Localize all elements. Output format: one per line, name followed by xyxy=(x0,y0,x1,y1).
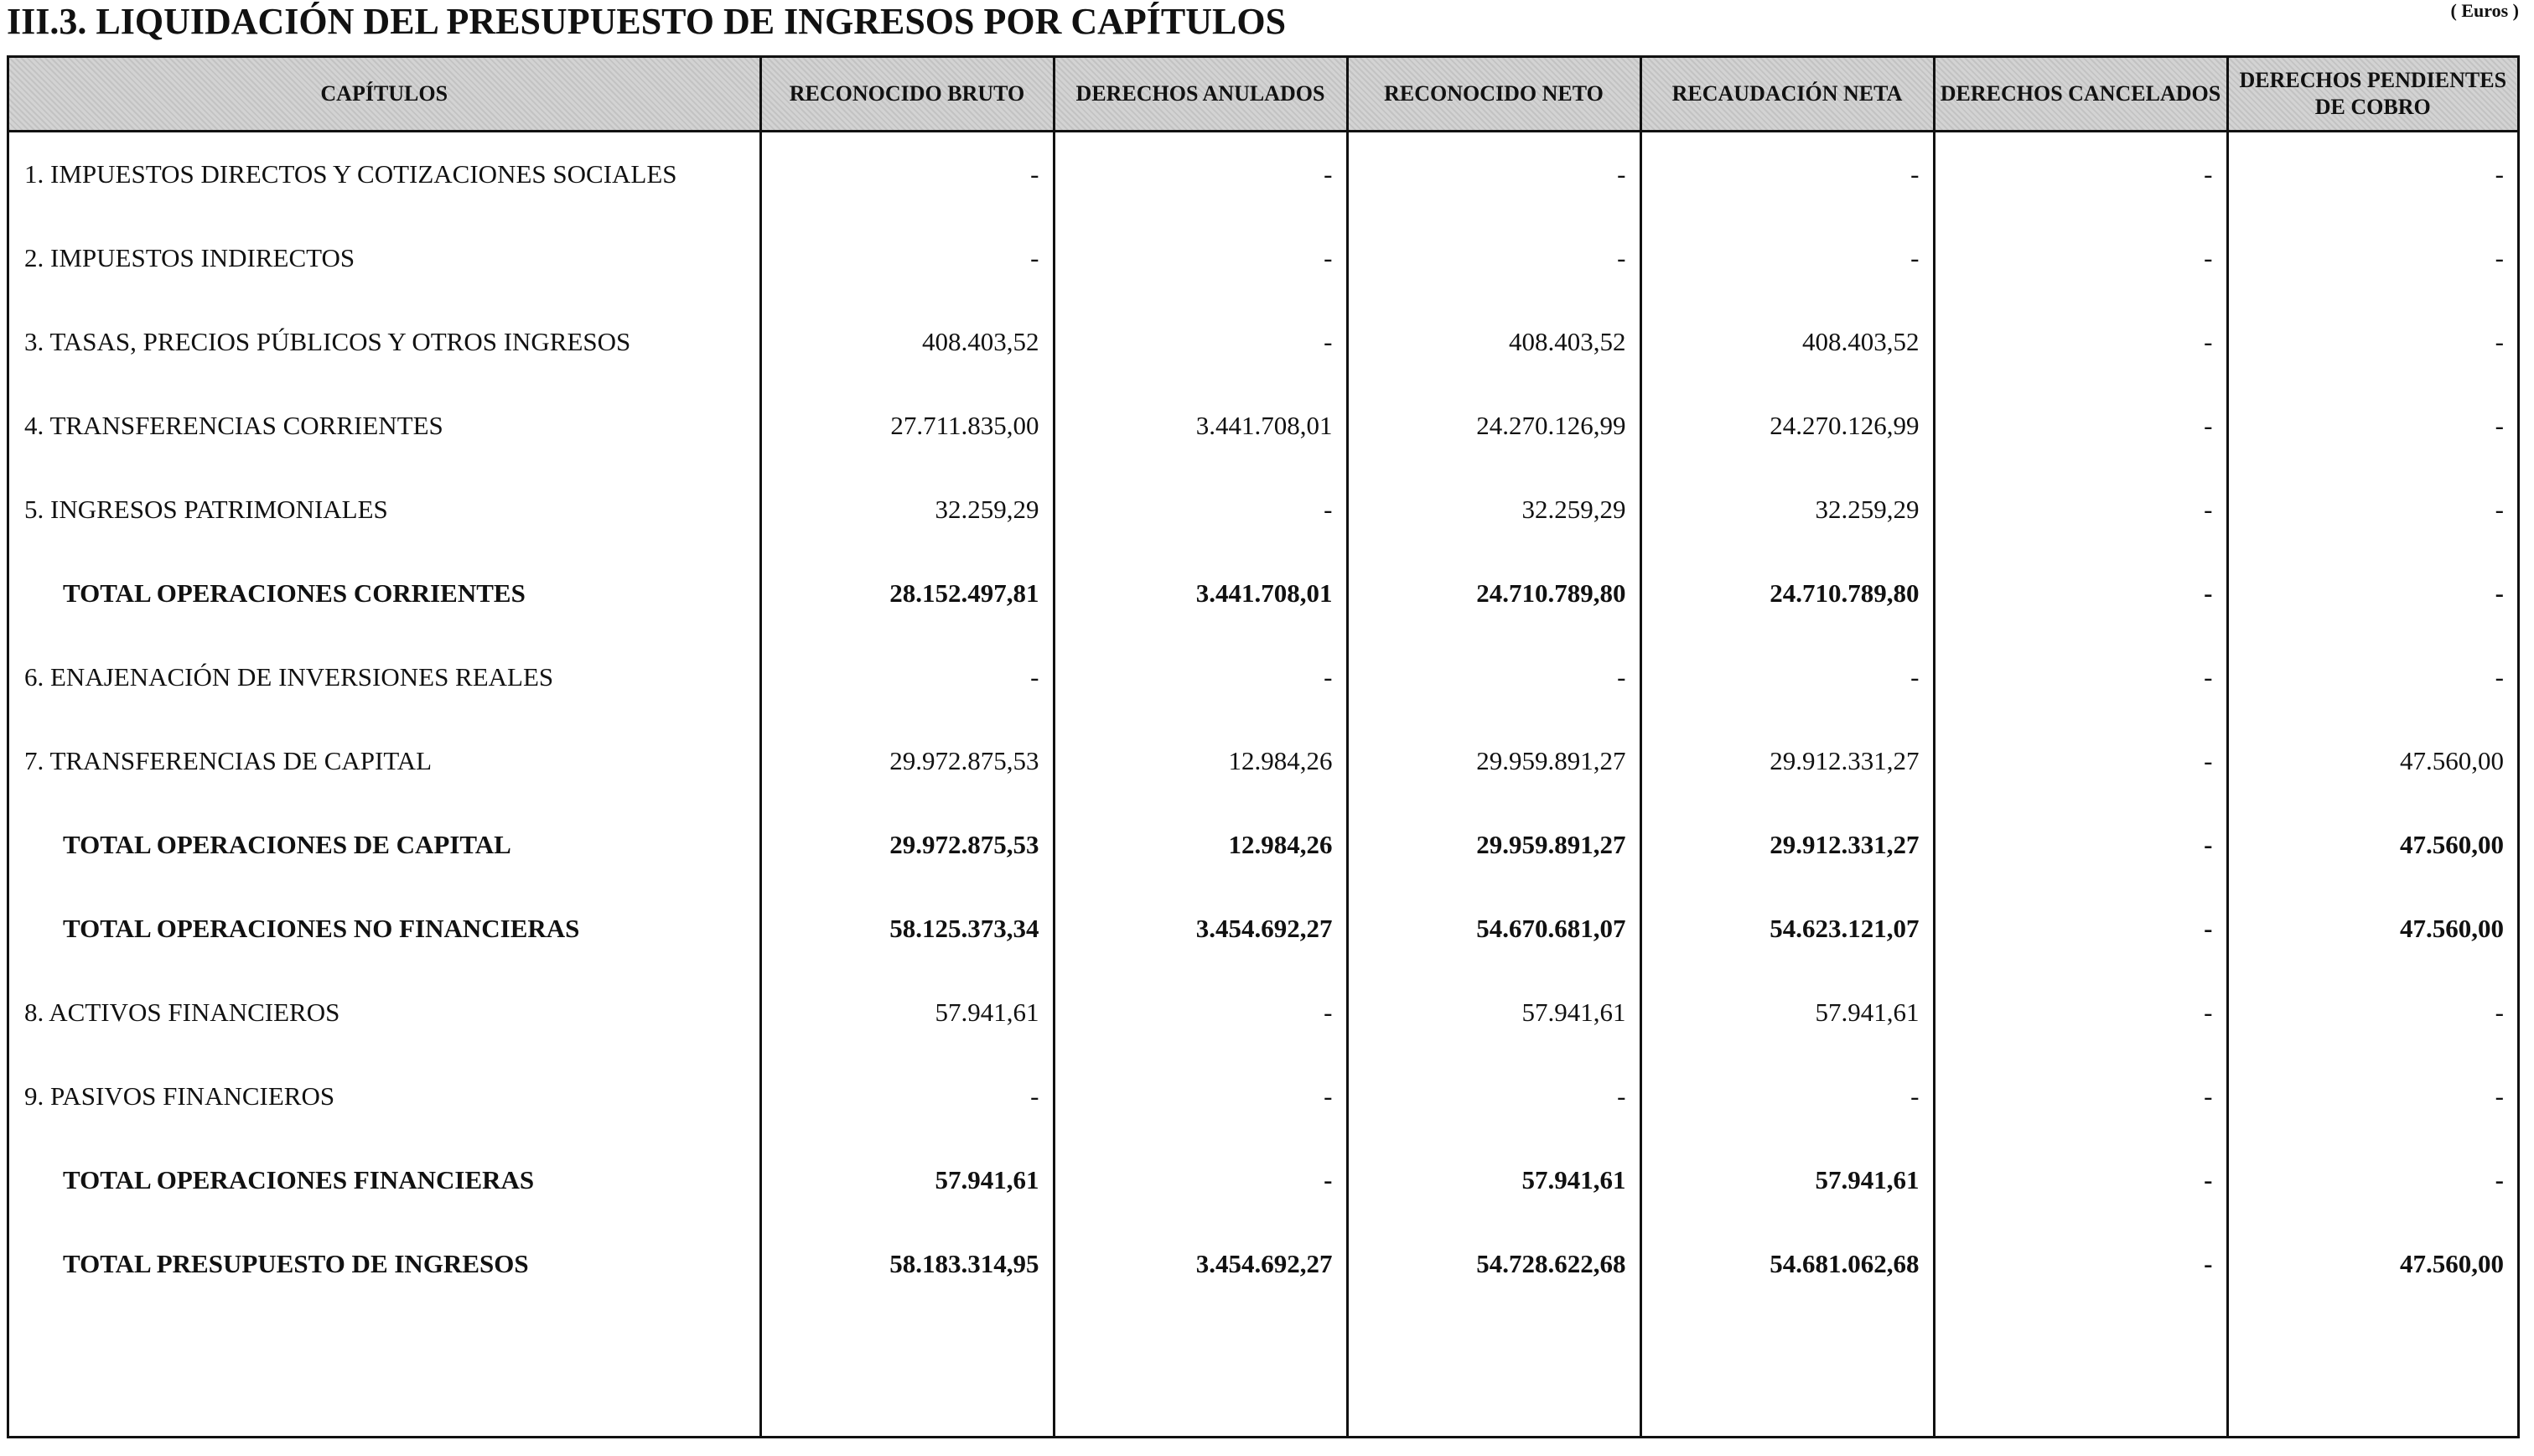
cell-derechos-pendientes: 47.560,00 xyxy=(2400,746,2504,775)
cell-recaudacion-neta: - xyxy=(1640,635,1934,719)
cell-reconocido-bruto: 29.972.875,53 xyxy=(760,803,1054,887)
cell-derechos-pendientes: 47.560,00 xyxy=(2400,1249,2504,1278)
row-label: 2. IMPUESTOS INDIRECTOS xyxy=(9,216,760,300)
empty-cell xyxy=(1934,1306,2227,1436)
cell-derechos-anulados: 12.984,26 xyxy=(1054,719,1347,803)
cell-reconocido-bruto: 28.152.497,81 xyxy=(760,552,1054,635)
cell-reconocido-neto: 408.403,52 xyxy=(1347,300,1640,384)
cell-reconocido-bruto: - xyxy=(760,216,1054,300)
cell-recaudacion-neta: 24.270.126,99 xyxy=(1640,384,1934,468)
cell-recaudacion-neta: 57.941,61 xyxy=(1640,1138,1934,1222)
cell-derechos-anulados: - xyxy=(1054,1138,1347,1222)
cell-reconocido-bruto: 27.711.835,00 xyxy=(760,384,1054,468)
cell-derechos-cancelados: - xyxy=(1934,468,2227,552)
empty-cell xyxy=(1054,1306,1347,1436)
table-row xyxy=(9,132,2517,217)
row-label: TOTAL OPERACIONES FINANCIERAS xyxy=(9,1138,760,1222)
total-row xyxy=(9,803,2517,887)
cell-derechos-cancelados: - xyxy=(1934,803,2227,887)
cell-derechos-pendientes: - xyxy=(2495,662,2504,692)
row-label: 3. TASAS, PRECIOS PÚBLICOS Y OTROS INGRESOS xyxy=(9,300,760,384)
cell-derechos-pendientes: 47.560,00 xyxy=(2400,914,2504,943)
cell-recaudacion-neta: - xyxy=(1640,216,1934,300)
page-title: III.3. LIQUIDACIÓN DEL PRESUPUESTO DE INGRESOS POR CAPÍTULOS xyxy=(7,1,1287,42)
table-row xyxy=(9,635,2517,719)
cell-derechos-cancelados: - xyxy=(1934,1138,2227,1222)
header-reconocido-neto: RECONOCIDO NETO xyxy=(1347,58,1640,132)
cell-reconocido-neto: 54.670.681,07 xyxy=(1347,887,1640,971)
empty-cell xyxy=(760,1306,1054,1436)
cell-reconocido-neto: 32.259,29 xyxy=(1347,468,1640,552)
cell-reconocido-neto: 54.728.622,68 xyxy=(1347,1222,1640,1306)
cell-derechos-pendientes: - xyxy=(2495,578,2504,608)
cell-derechos-pendientes: - xyxy=(2495,1081,2504,1111)
header-derechos-pendientes: DERECHOS PENDIENTES DE COBRO xyxy=(2227,58,2517,132)
cell-derechos-cancelados: - xyxy=(1934,552,2227,635)
table-row xyxy=(9,468,2517,552)
header-derechos-cancelados: DERECHOS CANCELADOS xyxy=(1934,58,2227,132)
cell-recaudacion-neta: 24.710.789,80 xyxy=(1640,552,1934,635)
row-label: TOTAL PRESUPUESTO DE INGRESOS xyxy=(9,1222,760,1306)
row-label: TOTAL OPERACIONES DE CAPITAL xyxy=(9,803,760,887)
header-capitulos: CAPÍTULOS xyxy=(9,58,760,132)
cell-derechos-cancelados: - xyxy=(1934,1054,2227,1138)
table-row xyxy=(9,300,2517,384)
cell-derechos-pendientes: - xyxy=(2495,495,2504,524)
cell-derechos-anulados: 3.441.708,01 xyxy=(1054,384,1347,468)
empty-cell xyxy=(9,1306,760,1436)
cell-recaudacion-neta: 408.403,52 xyxy=(1640,300,1934,384)
cell-reconocido-neto: - xyxy=(1347,635,1640,719)
cell-recaudacion-neta: 32.259,29 xyxy=(1640,468,1934,552)
row-label: 5. INGRESOS PATRIMONIALES xyxy=(9,468,760,552)
cell-derechos-anulados: 3.454.692,27 xyxy=(1054,1222,1347,1306)
cell-recaudacion-neta: 54.681.062,68 xyxy=(1640,1222,1934,1306)
cell-reconocido-neto: - xyxy=(1347,1054,1640,1138)
cell-derechos-cancelados: - xyxy=(1934,384,2227,468)
cell-derechos-anulados: - xyxy=(1054,300,1347,384)
cell-reconocido-bruto: 29.972.875,53 xyxy=(760,719,1054,803)
cell-derechos-anulados: - xyxy=(1054,1054,1347,1138)
cell-reconocido-neto: 24.710.789,80 xyxy=(1347,552,1640,635)
cell-reconocido-neto: 57.941,61 xyxy=(1347,1138,1640,1222)
header-recaudacion-neta: RECAUDACIÓN NETA xyxy=(1640,58,1934,132)
cell-derechos-anulados: - xyxy=(1054,635,1347,719)
table-row xyxy=(9,216,2517,300)
table-row xyxy=(9,1054,2517,1138)
cell-reconocido-neto: - xyxy=(1347,132,1640,217)
cell-derechos-anulados: 12.984,26 xyxy=(1054,803,1347,887)
table-row xyxy=(9,384,2517,468)
cell-reconocido-bruto: 57.941,61 xyxy=(760,1138,1054,1222)
cell-reconocido-neto: 24.270.126,99 xyxy=(1347,384,1640,468)
cell-derechos-anulados: - xyxy=(1054,132,1347,217)
cell-derechos-anulados: - xyxy=(1054,216,1347,300)
row-label: TOTAL OPERACIONES CORRIENTES xyxy=(9,552,760,635)
cell-derechos-cancelados: - xyxy=(1934,1222,2227,1306)
cell-reconocido-bruto: 32.259,29 xyxy=(760,468,1054,552)
row-label: 7. TRANSFERENCIAS DE CAPITAL xyxy=(9,719,760,803)
cell-reconocido-bruto: - xyxy=(760,132,1054,217)
cell-reconocido-neto: 29.959.891,27 xyxy=(1347,719,1640,803)
cell-derechos-pendientes: - xyxy=(2495,327,2504,356)
row-label: TOTAL OPERACIONES NO FINANCIERAS xyxy=(9,887,760,971)
cell-recaudacion-neta: 29.912.331,27 xyxy=(1640,719,1934,803)
cell-reconocido-bruto: - xyxy=(760,1054,1054,1138)
cell-derechos-cancelados: - xyxy=(1934,635,2227,719)
cell-derechos-cancelados: - xyxy=(1934,971,2227,1054)
cell-derechos-pendientes: 47.560,00 xyxy=(2400,830,2504,859)
empty-cell xyxy=(1347,1306,1640,1436)
cell-derechos-cancelados: - xyxy=(1934,887,2227,971)
cell-recaudacion-neta: 54.623.121,07 xyxy=(1640,887,1934,971)
total-row xyxy=(9,552,2517,635)
total-row xyxy=(9,1138,2517,1222)
row-label: 9. PASIVOS FINANCIEROS xyxy=(9,1054,760,1138)
cell-derechos-pendientes: - xyxy=(2495,411,2504,440)
cell-recaudacion-neta: 29.912.331,27 xyxy=(1640,803,1934,887)
budget-table-container xyxy=(7,55,2520,1438)
cell-derechos-pendientes: - xyxy=(2495,1165,2504,1194)
row-label: 8. ACTIVOS FINANCIEROS xyxy=(9,971,760,1054)
header-reconocido-bruto: RECONOCIDO BRUTO xyxy=(760,58,1054,132)
grand-total-row xyxy=(9,1222,2517,1306)
cell-derechos-anulados: 3.454.692,27 xyxy=(1054,887,1347,971)
cell-reconocido-bruto: 58.125.373,34 xyxy=(760,887,1054,971)
cell-derechos-anulados: - xyxy=(1054,971,1347,1054)
cell-reconocido-bruto: 58.183.314,95 xyxy=(760,1222,1054,1306)
empty-cell xyxy=(2227,1306,2517,1436)
cell-reconocido-neto: 57.941,61 xyxy=(1347,971,1640,1054)
empty-cell xyxy=(1640,1306,1934,1436)
units-label: ( Euros ) xyxy=(2450,0,2519,21)
cell-recaudacion-neta: - xyxy=(1640,132,1934,217)
cell-derechos-pendientes: - xyxy=(2495,159,2504,189)
table-row xyxy=(9,719,2517,803)
cell-reconocido-bruto: - xyxy=(760,635,1054,719)
cell-derechos-anulados: 3.441.708,01 xyxy=(1054,552,1347,635)
row-label: 6. ENAJENACIÓN DE INVERSIONES REALES xyxy=(9,635,760,719)
cell-reconocido-bruto: 408.403,52 xyxy=(760,300,1054,384)
header-derechos-anulados: DERECHOS ANULADOS xyxy=(1054,58,1347,132)
cell-recaudacion-neta: 57.941,61 xyxy=(1640,971,1934,1054)
table-empty-space xyxy=(9,1306,2517,1436)
row-label: 4. TRANSFERENCIAS CORRIENTES xyxy=(9,384,760,468)
cell-derechos-pendientes: - xyxy=(2495,997,2504,1027)
table-row xyxy=(9,971,2517,1054)
cell-derechos-cancelados: - xyxy=(1934,132,2227,217)
total-row xyxy=(9,887,2517,971)
cell-reconocido-neto: 29.959.891,27 xyxy=(1347,803,1640,887)
cell-derechos-pendientes: - xyxy=(2495,243,2504,272)
cell-reconocido-neto: - xyxy=(1347,216,1640,300)
row-label: 1. IMPUESTOS DIRECTOS Y COTIZACIONES SOCIALES xyxy=(9,132,760,217)
cell-derechos-anulados: - xyxy=(1054,468,1347,552)
cell-derechos-cancelados: - xyxy=(1934,216,2227,300)
cell-derechos-cancelados: - xyxy=(1934,719,2227,803)
budget-table xyxy=(9,58,2517,1436)
cell-recaudacion-neta: - xyxy=(1640,1054,1934,1138)
table-header-row xyxy=(9,58,2517,132)
cell-reconocido-bruto: 57.941,61 xyxy=(760,971,1054,1054)
cell-derechos-cancelados: - xyxy=(1934,300,2227,384)
